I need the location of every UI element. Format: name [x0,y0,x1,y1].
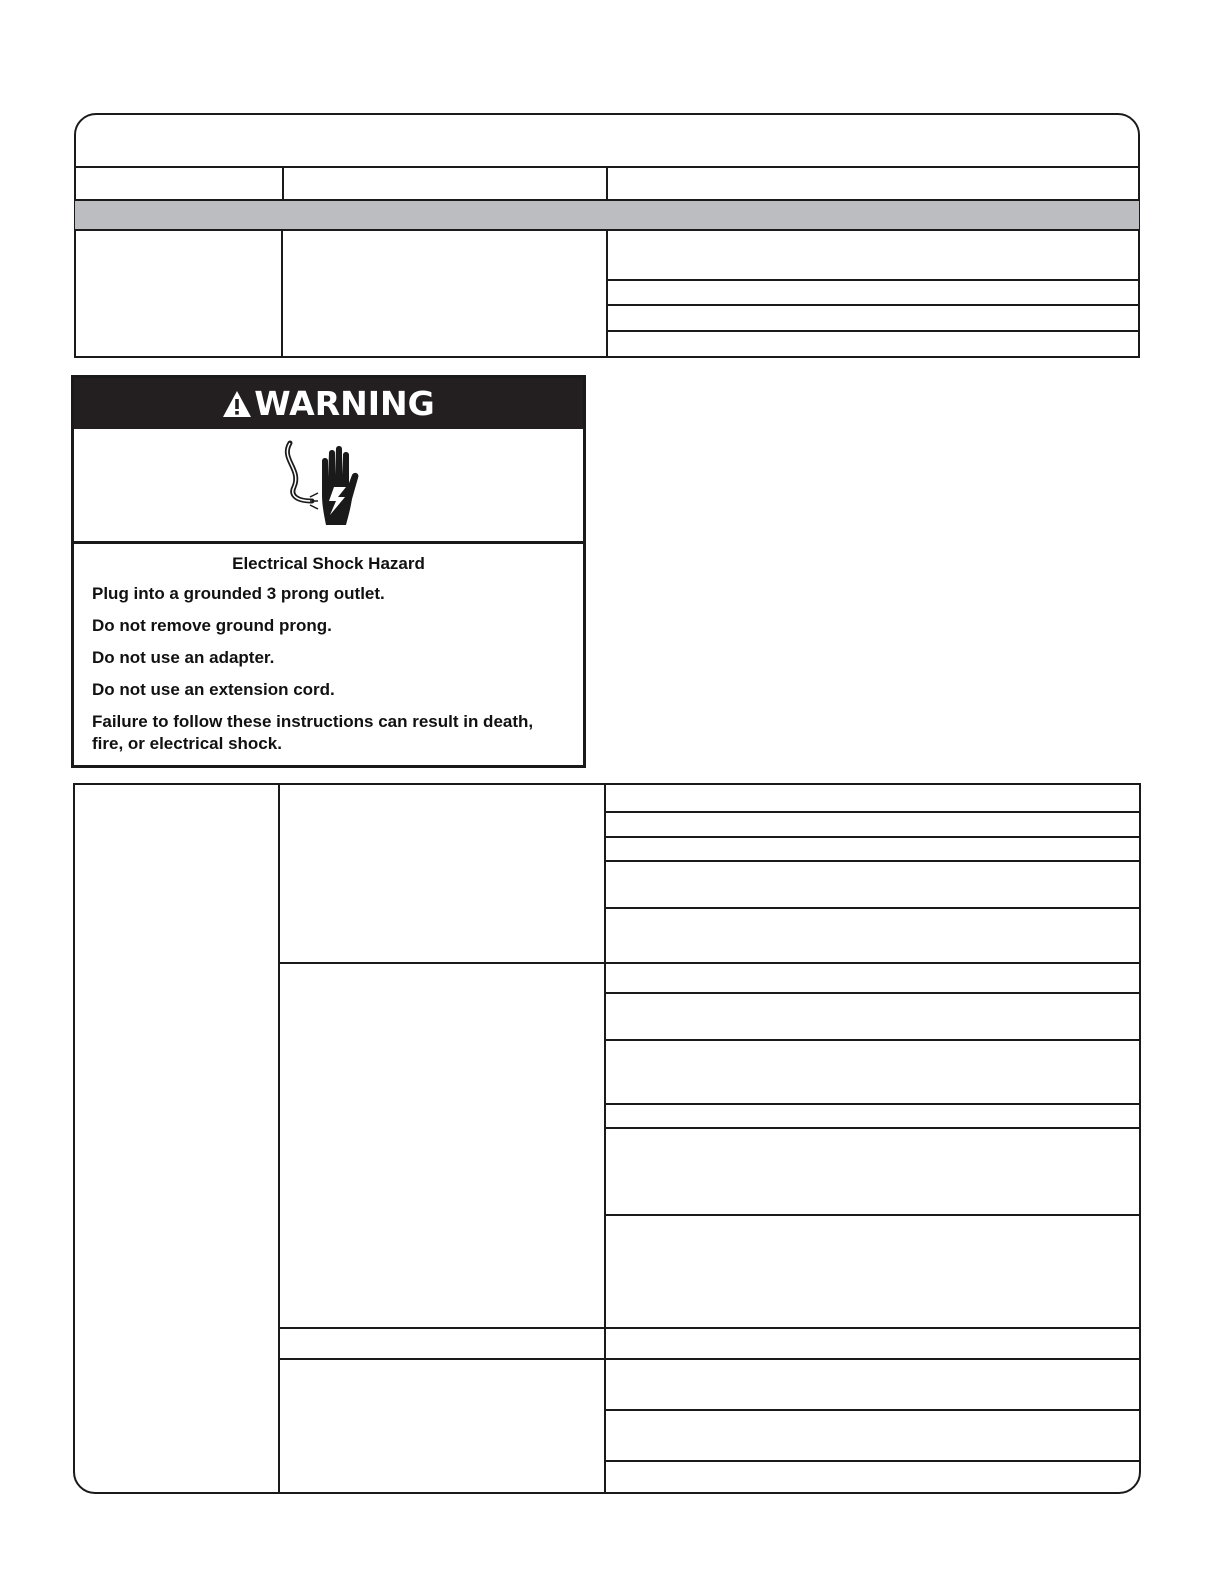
warning-line: Do not use an adapter. [92,648,275,667]
bottom-table-row-line [606,1103,1139,1105]
bottom-table-col-divider-2 [604,783,606,1494]
bottom-table [73,783,1141,1494]
warning-line: Do not remove ground prong. [92,616,332,635]
bottom-table-row-line [606,992,1139,994]
bottom-table-group-line [280,1327,1139,1329]
top-table-col-divider-2 [606,166,608,200]
top-table-row-line [607,279,1140,281]
bottom-table-row-line [606,836,1139,838]
bottom-table-row-line [606,1214,1139,1216]
bottom-table-row-line [606,860,1139,862]
top-table-row-line [607,330,1140,332]
warning-line: Plug into a grounded 3 prong outlet. [92,584,385,603]
bottom-table-group-line [280,962,1139,964]
top-table-row-line [607,304,1140,306]
bottom-table-group-line [280,1358,1139,1360]
warning-line: Failure to follow these instructions can result in death, fire, or electrical shock. [92,712,534,753]
warning-icon-area [74,429,583,544]
hazard-title: Electrical Shock Hazard [232,554,425,573]
warning-triangle-icon [222,390,252,418]
warning-text [74,544,583,755]
bottom-table-row-line [606,1409,1139,1411]
electrical-shock-hand-icon [272,439,372,535]
top-table-col-divider-1b [281,231,283,358]
warning-header [74,378,583,429]
bottom-table-row-line [606,1039,1139,1041]
top-table-bottom-line [74,356,1140,358]
bottom-table-row-line [606,1127,1139,1129]
top-table-section-band [75,199,1139,231]
warning-line: Do not use an extension cord. [92,680,335,699]
bottom-table-row-line [606,811,1139,813]
top-table-col-divider-2b [606,231,608,358]
bottom-table-row-line [606,1460,1139,1462]
top-table-col-divider-1 [282,166,284,200]
warning-box [71,375,586,768]
warning-title: WARNING [254,384,435,423]
bottom-table-col-divider-1 [278,783,280,1494]
bottom-table-row-line [606,907,1139,909]
